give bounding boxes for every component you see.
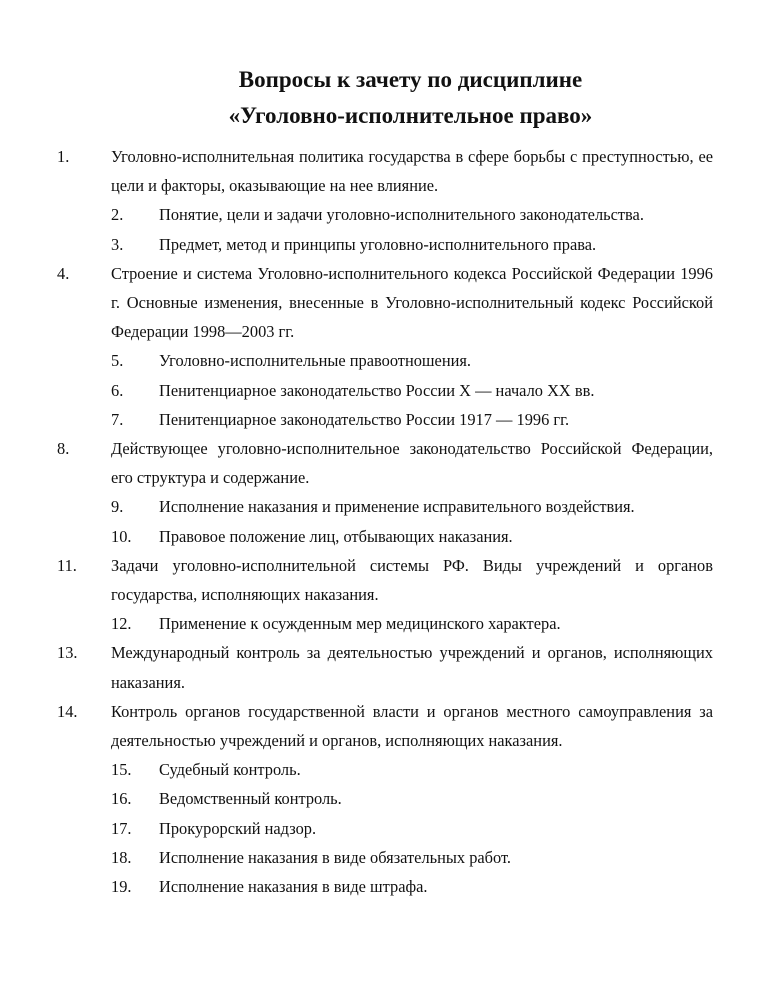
item-text: Исполнение наказания в виде штрафа. <box>159 877 428 897</box>
item-number: 15. <box>111 760 132 780</box>
list-item <box>111 346 713 375</box>
list-item <box>111 405 713 434</box>
list-item <box>111 376 713 405</box>
list-item <box>111 522 713 551</box>
item-text: Ведомственный контроль. <box>159 789 342 809</box>
item-text: Уголовно-исполнительные правоотношения. <box>159 351 472 371</box>
item-number: 13. <box>57 643 78 663</box>
item-text: Международный контроль за деятельностью учреждений и органов, исполняющих наказания. <box>111 643 713 692</box>
item-number: 11. <box>57 555 77 575</box>
list-item <box>57 142 713 200</box>
item-number: 2. <box>111 205 124 225</box>
item-number: 3. <box>111 234 124 254</box>
item-text: Исполнение наказания в виде обязательных работ. <box>159 847 512 867</box>
title-line-2: «Уголовно-исполнительное право» <box>228 103 593 128</box>
list-item <box>111 609 713 638</box>
list-item <box>111 814 713 843</box>
item-text: Действующее уголовно-исполнительное законодательство Российской Федерации, его структура и содержание. <box>111 439 713 488</box>
item-number: 12. <box>111 614 132 634</box>
item-number: 4. <box>57 263 70 283</box>
item-text: Строение и система Уголовно-исполнительного кодекса Российской Федерации 1996 г. Основные изменения, внесенные в Уголовно-исполнительный кодекс Российской Федерации 1998—2003 гг. <box>111 263 713 342</box>
list-item <box>111 784 713 813</box>
item-text: Пенитенциарное законодательство России 1917 — 1996 гг. <box>159 409 570 429</box>
list-item <box>111 230 713 259</box>
list-item <box>111 755 713 784</box>
item-text: Прокурорский надзор. <box>159 818 317 838</box>
item-text: Контроль органов государственной власти и органов местного самоуправления за деятельностью учреждений и органов, исполняющих наказания. <box>111 701 713 751</box>
item-number: 17. <box>111 818 132 838</box>
questions-list <box>57 142 713 901</box>
item-number: 1. <box>57 147 70 166</box>
document-title <box>108 62 713 134</box>
item-number: 19. <box>111 877 132 897</box>
item-number: 6. <box>111 380 124 400</box>
item-text: Исполнение наказания и применение исправительного воздействия. <box>159 497 635 517</box>
item-text: Правовое положение лиц, отбывающих наказания. <box>159 526 513 546</box>
list-item <box>57 259 713 347</box>
list-item <box>111 492 713 521</box>
item-text: Предмет, метод и принципы уголовно-исполнительного права. <box>159 234 597 254</box>
list-item <box>57 551 713 609</box>
title-line-1: Вопросы к зачету по дисциплине <box>238 67 583 92</box>
item-number: 18. <box>111 847 132 867</box>
item-number: 10. <box>111 526 132 546</box>
item-number: 9. <box>111 497 124 517</box>
list-item <box>111 200 713 229</box>
list-item <box>57 697 713 755</box>
item-text: Судебный контроль. <box>159 760 301 780</box>
list-item <box>57 434 713 492</box>
item-number: 8. <box>57 439 70 459</box>
item-number: 5. <box>111 351 124 371</box>
list-item <box>57 638 713 696</box>
item-text: Задачи уголовно-исполнительной системы РФ. Виды учреждений и органов государства, исполняющих наказания. <box>111 555 713 605</box>
item-number: 14. <box>57 701 78 721</box>
item-text: Пенитенциарное законодательство России X — начало XX вв. <box>159 380 595 400</box>
item-text: Применение к осужденным мер медицинского характера. <box>159 614 561 634</box>
item-number: 7. <box>111 409 124 429</box>
item-number: 16. <box>111 789 132 809</box>
list-item <box>111 843 713 872</box>
list-item <box>111 872 713 901</box>
item-text: Уголовно-исполнительная политика государства в сфере борьбы с преступностью, ее цели и факторы, оказывающие на нее влияние. <box>111 147 713 196</box>
item-text: Понятие, цели и задачи уголовно-исполнительного законодательства. <box>159 205 644 225</box>
